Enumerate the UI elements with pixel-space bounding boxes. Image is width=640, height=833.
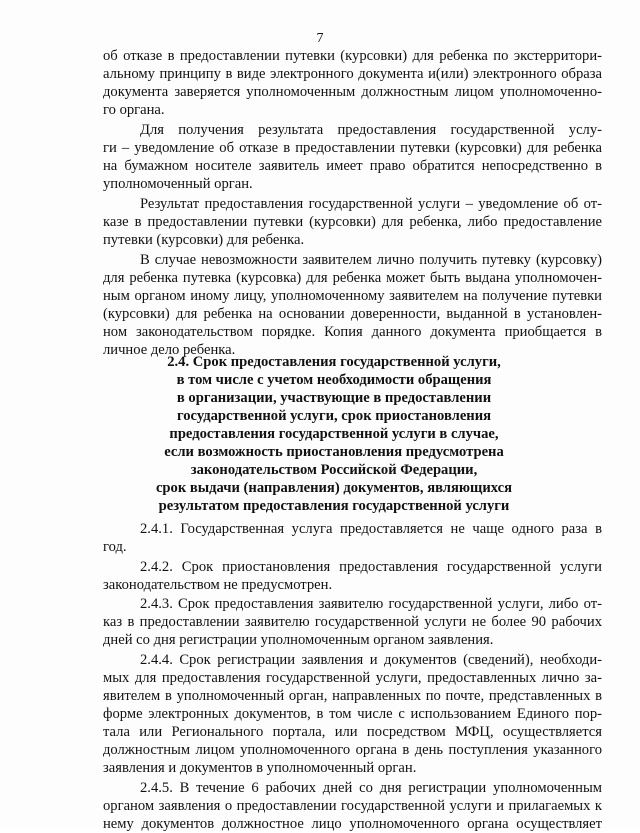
paragraph-line: ном законодательством порядке. Копия данного документа приобщается в (103, 324, 602, 340)
heading-line: если возможность приостановления предусмотрена (164, 444, 504, 460)
paragraph-line: путевки (курсовки) для ребенка. (103, 232, 305, 248)
heading-line: в организации, участвующие в предоставлении (176, 390, 492, 406)
paragraph-line: Результат предоставления государственной услуги – уведомление об от- (140, 196, 602, 212)
paragraph-line: документа заверяется уполномоченным должностным лицом уполномоченно- (103, 84, 602, 100)
paragraph-line: 2.4.4. Срок регистрации заявления и документов (сведений), необходи- (140, 652, 602, 668)
paragraph-line: ным органом иному лицу, уполномоченному заявителем на получение путевки (103, 288, 602, 304)
paragraph-line: го органа. (103, 102, 165, 118)
paragraph-line: мых для предоставления государственной услуги, предоставленных лично за- (103, 670, 602, 686)
paragraph-line: 2.4.1. Государственная услуга предоставляется не чаще одного раза в (140, 521, 602, 537)
paragraph-line: 2.4.3. Срок предоставления заявителю государственной услуги, либо от- (140, 596, 602, 612)
paragraph-line: 2.4.5. В течение 6 рабочих дней со дня регистрации уполномоченным (140, 780, 602, 796)
paragraph-line: личное дело ребенка. (103, 342, 236, 358)
paragraph-line: законодательством не предусмотрен. (103, 577, 333, 593)
paragraph-line: дней со дня регистрации уполномоченным органом заявления. (103, 632, 494, 648)
paragraph-line: тала или Регионального портала, или посредством МФЦ, осуществляется (103, 724, 602, 740)
paragraph-line: заявления и документов в уполномоченный орган. (103, 760, 417, 776)
heading-line: государственной услуги, срок приостановления (176, 408, 492, 424)
heading-line: результатом предоставления государственной услуги (158, 498, 510, 514)
heading-line: срок выдачи (направления) документов, являющихся (155, 480, 513, 496)
paragraph-line: для ребенка путевка (курсовка) для ребенка может быть выдана уполномочен- (103, 270, 602, 286)
paragraph-line: должностным лицом уполномоченного органа в день поступления указанного (103, 742, 602, 758)
paragraph-line: год. (103, 539, 127, 555)
paragraph-line: альному принципу в виде электронного документа и(или) электронного образа (103, 66, 602, 82)
heading-line: 2.4. Срок предоставления государственной услуги, (167, 354, 501, 370)
paragraph-line: органом заявления о предоставлении государственной услуги и прилагаемых к (103, 798, 602, 814)
paragraph-line: Для получения результата предоставления государственной услу- (140, 122, 602, 138)
heading-line: в том числе с учетом необходимости обращения (176, 372, 492, 388)
paragraph-line: казе в предоставлении путевки (курсовки) для ребенка, либо предоставление (103, 214, 602, 230)
paragraph-line: (курсовки) для ребенка на основании доверенности, выданной в установлен- (103, 306, 602, 322)
paragraph-line: 2.4.2. Срок приостановления предоставления государственной услуги (140, 559, 602, 575)
paragraph-line: явителем в уполномоченный орган, направленных по почте, представленных в (103, 688, 602, 704)
paragraph-line: ги – уведомление об отказе в предоставлении путевки (курсовки) для ребенка (103, 140, 602, 156)
paragraph-line: уполномоченный орган. (103, 176, 253, 192)
paragraph-line: об отказе в предоставлении путевки (курсовки) для ребенка по экстерритори- (103, 48, 602, 64)
paragraph-line: на бумажном носителе заявитель имеет право обратится непосредственно в (103, 158, 602, 174)
paragraph-line: В случае невозможности заявителем лично получить путевку (курсовку) (140, 252, 602, 268)
page-number: 7 (316, 31, 324, 46)
paragraph-line: нему документов должностное лицо уполномоченного органа осуществляет (103, 816, 602, 832)
paragraph-line: форме электронных документов, в том числе с использованием Единого пор- (103, 706, 602, 722)
heading-line: предоставления государственной услуги в случае, (169, 426, 499, 442)
paragraph-line: каз в предоставлении заявителю государственной услуги не более 90 рабочих (103, 614, 602, 630)
heading-line: законодательством Российской Федерации, (190, 462, 478, 478)
